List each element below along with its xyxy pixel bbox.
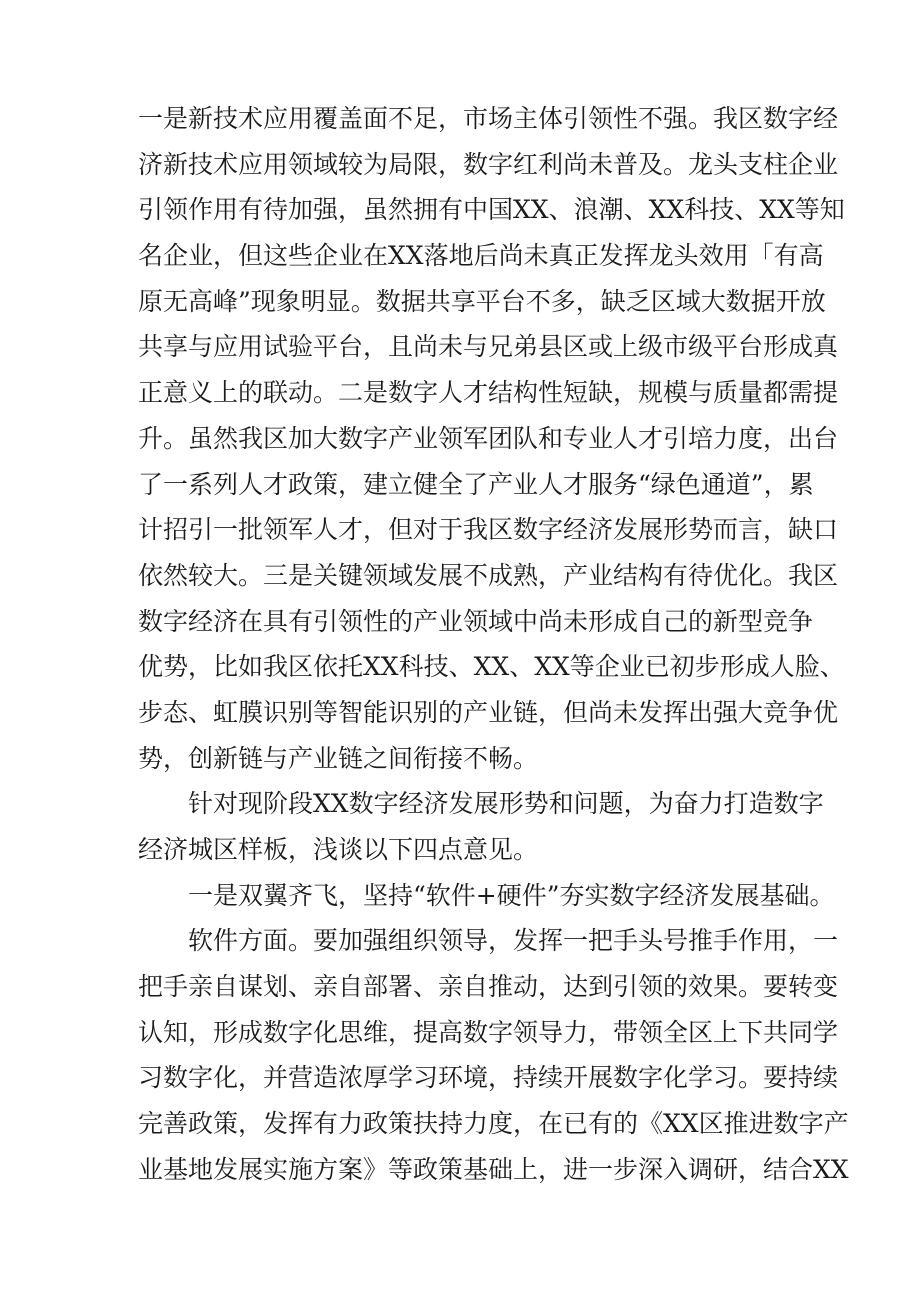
text-line: 共享与应用试验平台，且尚未与兄弟县区或上级市级平台形成真	[138, 332, 839, 362]
text-line: 数字经济在具有引领性的产业领域中尚未形成自己的新型竞争	[138, 606, 814, 636]
text-line: 把手亲自谋划、亲自部署、亲自推动，达到引领的效果。要转变	[138, 972, 839, 1002]
text-line: 完善政策，发挥有力政策扶持力度，在已有的《XX区推进数字产	[138, 1109, 849, 1139]
text-line: 针对现阶段XX数字经济发展形势和问题，为奋力打造数字	[188, 789, 824, 819]
text-line: 习数字化，并营造浓厚学习环境，持续开展数字化学习。要持续	[138, 1063, 839, 1093]
text-line: 计招引一批领军人才，但对于我区数字经济发展形势而言，缺口	[138, 515, 839, 545]
text-line: 一是双翼齐飞，坚持“软件+硬件”夯实数字经济发展基础。	[188, 880, 835, 910]
text-line: 一是新技术应用覆盖面不足，市场主体引领性不强。我区数字经	[138, 104, 839, 133]
text-line: 正意义上的联动。二是数字人才结构性短缺，规模与质量都需提	[138, 378, 839, 408]
text-line: 业基地发展实施方案》等政策基础上，进一步深入调研，结合XX	[138, 1154, 849, 1184]
text-line: 济新技术应用领域较为局限，数字红利尚未普及。龙头支柱企业	[138, 149, 839, 179]
text-line: 势，创新链与产业链之间衔接不畅。	[138, 743, 539, 773]
text-line: 名企业，但这些企业在XX落地后尚未真正发挥龙头效用「有高	[138, 241, 824, 271]
text-line: 依然较大。三是关键领域发展不成熟，产业结构有待优化。我区	[138, 560, 839, 590]
text-line: 了一系列人才政策，建立健全了产业人才服务“绿色通道”，累	[138, 469, 814, 499]
text-line: 优势，比如我区依托XX科技、XX、XX等企业已初步形成人脸、	[138, 652, 845, 682]
text-line: 软件方面。要加强组织领导，发挥一把手头号推手作用，一	[188, 926, 839, 956]
text-line: 认知，形成数字化思维，提高数字领导力，带领全区上下共同学	[138, 1017, 839, 1047]
body-text	[138, 96, 849, 1193]
text-line: 步态、虹膜识别等智能识别的产业链，但尚未发挥出强大竞争优	[138, 697, 839, 727]
text-line: 升。虽然我区加大数字产业领军团队和专业人才引培力度，出台	[138, 423, 839, 453]
text-line: 引领作用有待加强，虽然拥有中国XX、浪潮、XX科技、XX等知	[138, 195, 845, 225]
text-line: 经济城区样板，浅谈以下四点意见。	[138, 835, 539, 864]
text-line: 原无高峰”现象明显。数据共享平台不多，缺乏区域大数据开放	[138, 286, 826, 316]
